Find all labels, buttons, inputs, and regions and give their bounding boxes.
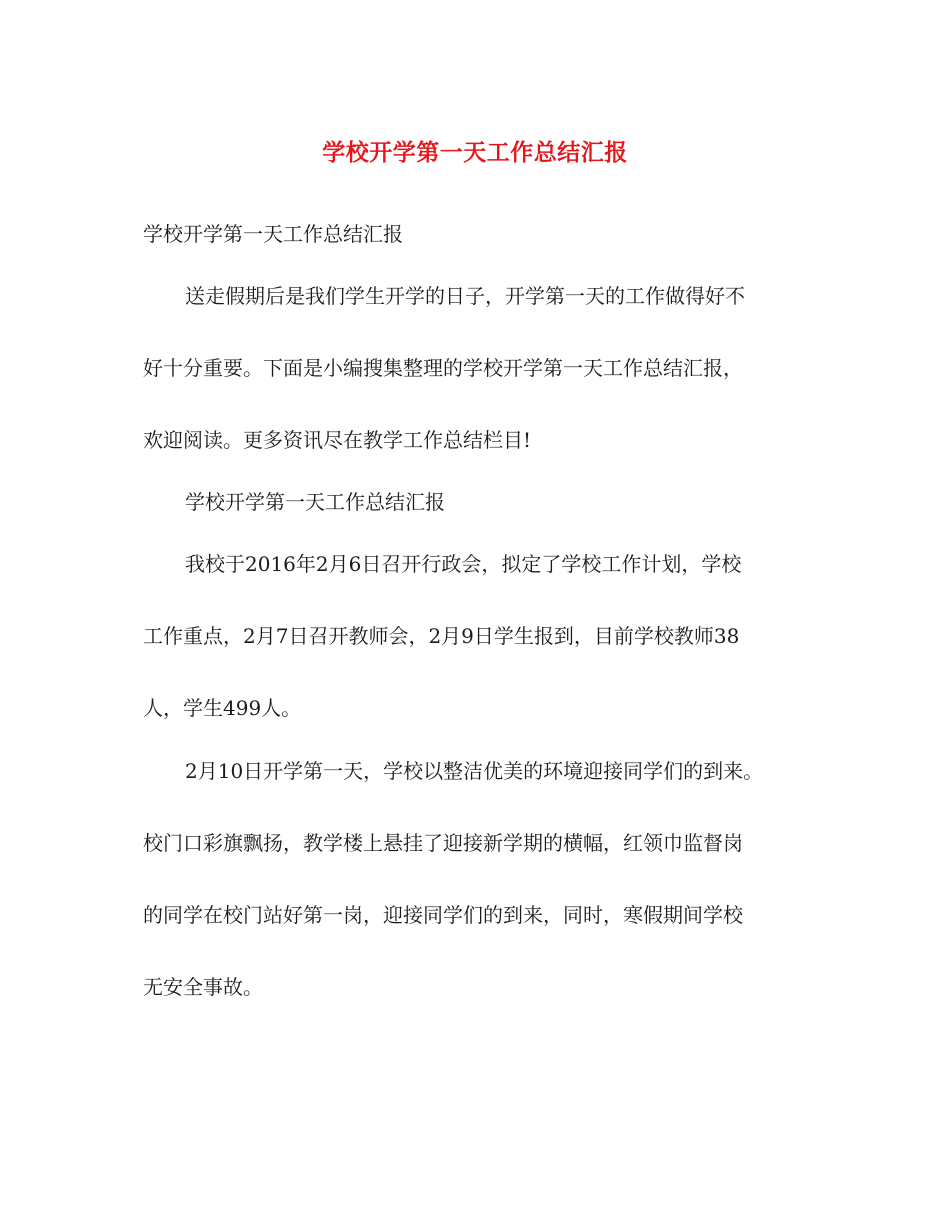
body-line: 好十分重要。下面是小编搜集整理的学校开学第一天工作总结汇报， [143,356,743,380]
body-line: 的同学在校门站好第一岗，迎接同学们的到来，同时，寒假期间学校 [143,903,743,927]
body-line-subtitle: 学校开学第一天工作总结汇报 [143,222,403,246]
body-line: 我校于2016年2月6日召开行政会，拟定了学校工作计划，学校 [185,552,742,576]
body-line: 送走假期后是我们学生开学的日子，开学第一天的工作做得好不 [185,284,745,308]
body-line: 欢迎阅读。更多资讯尽在教学工作总结栏目! [143,428,532,452]
body-line: 无安全事故。 [143,975,263,999]
body-line: 校门口彩旗飘扬，教学楼上悬挂了迎接新学期的横幅，红领巾监督岗 [143,831,743,855]
body-line: 人，学生499人。 [143,696,302,720]
body-line: 2月10日开学第一天，学校以整洁优美的环境迎接同学们的到来。 [185,759,764,783]
document-title: 学校开学第一天工作总结汇报 [322,139,628,166]
body-line-section-heading: 学校开学第一天工作总结汇报 [185,490,445,514]
body-line: 工作重点，2月7日召开教师会，2月9日学生报到，目前学校教师38 [143,624,740,648]
